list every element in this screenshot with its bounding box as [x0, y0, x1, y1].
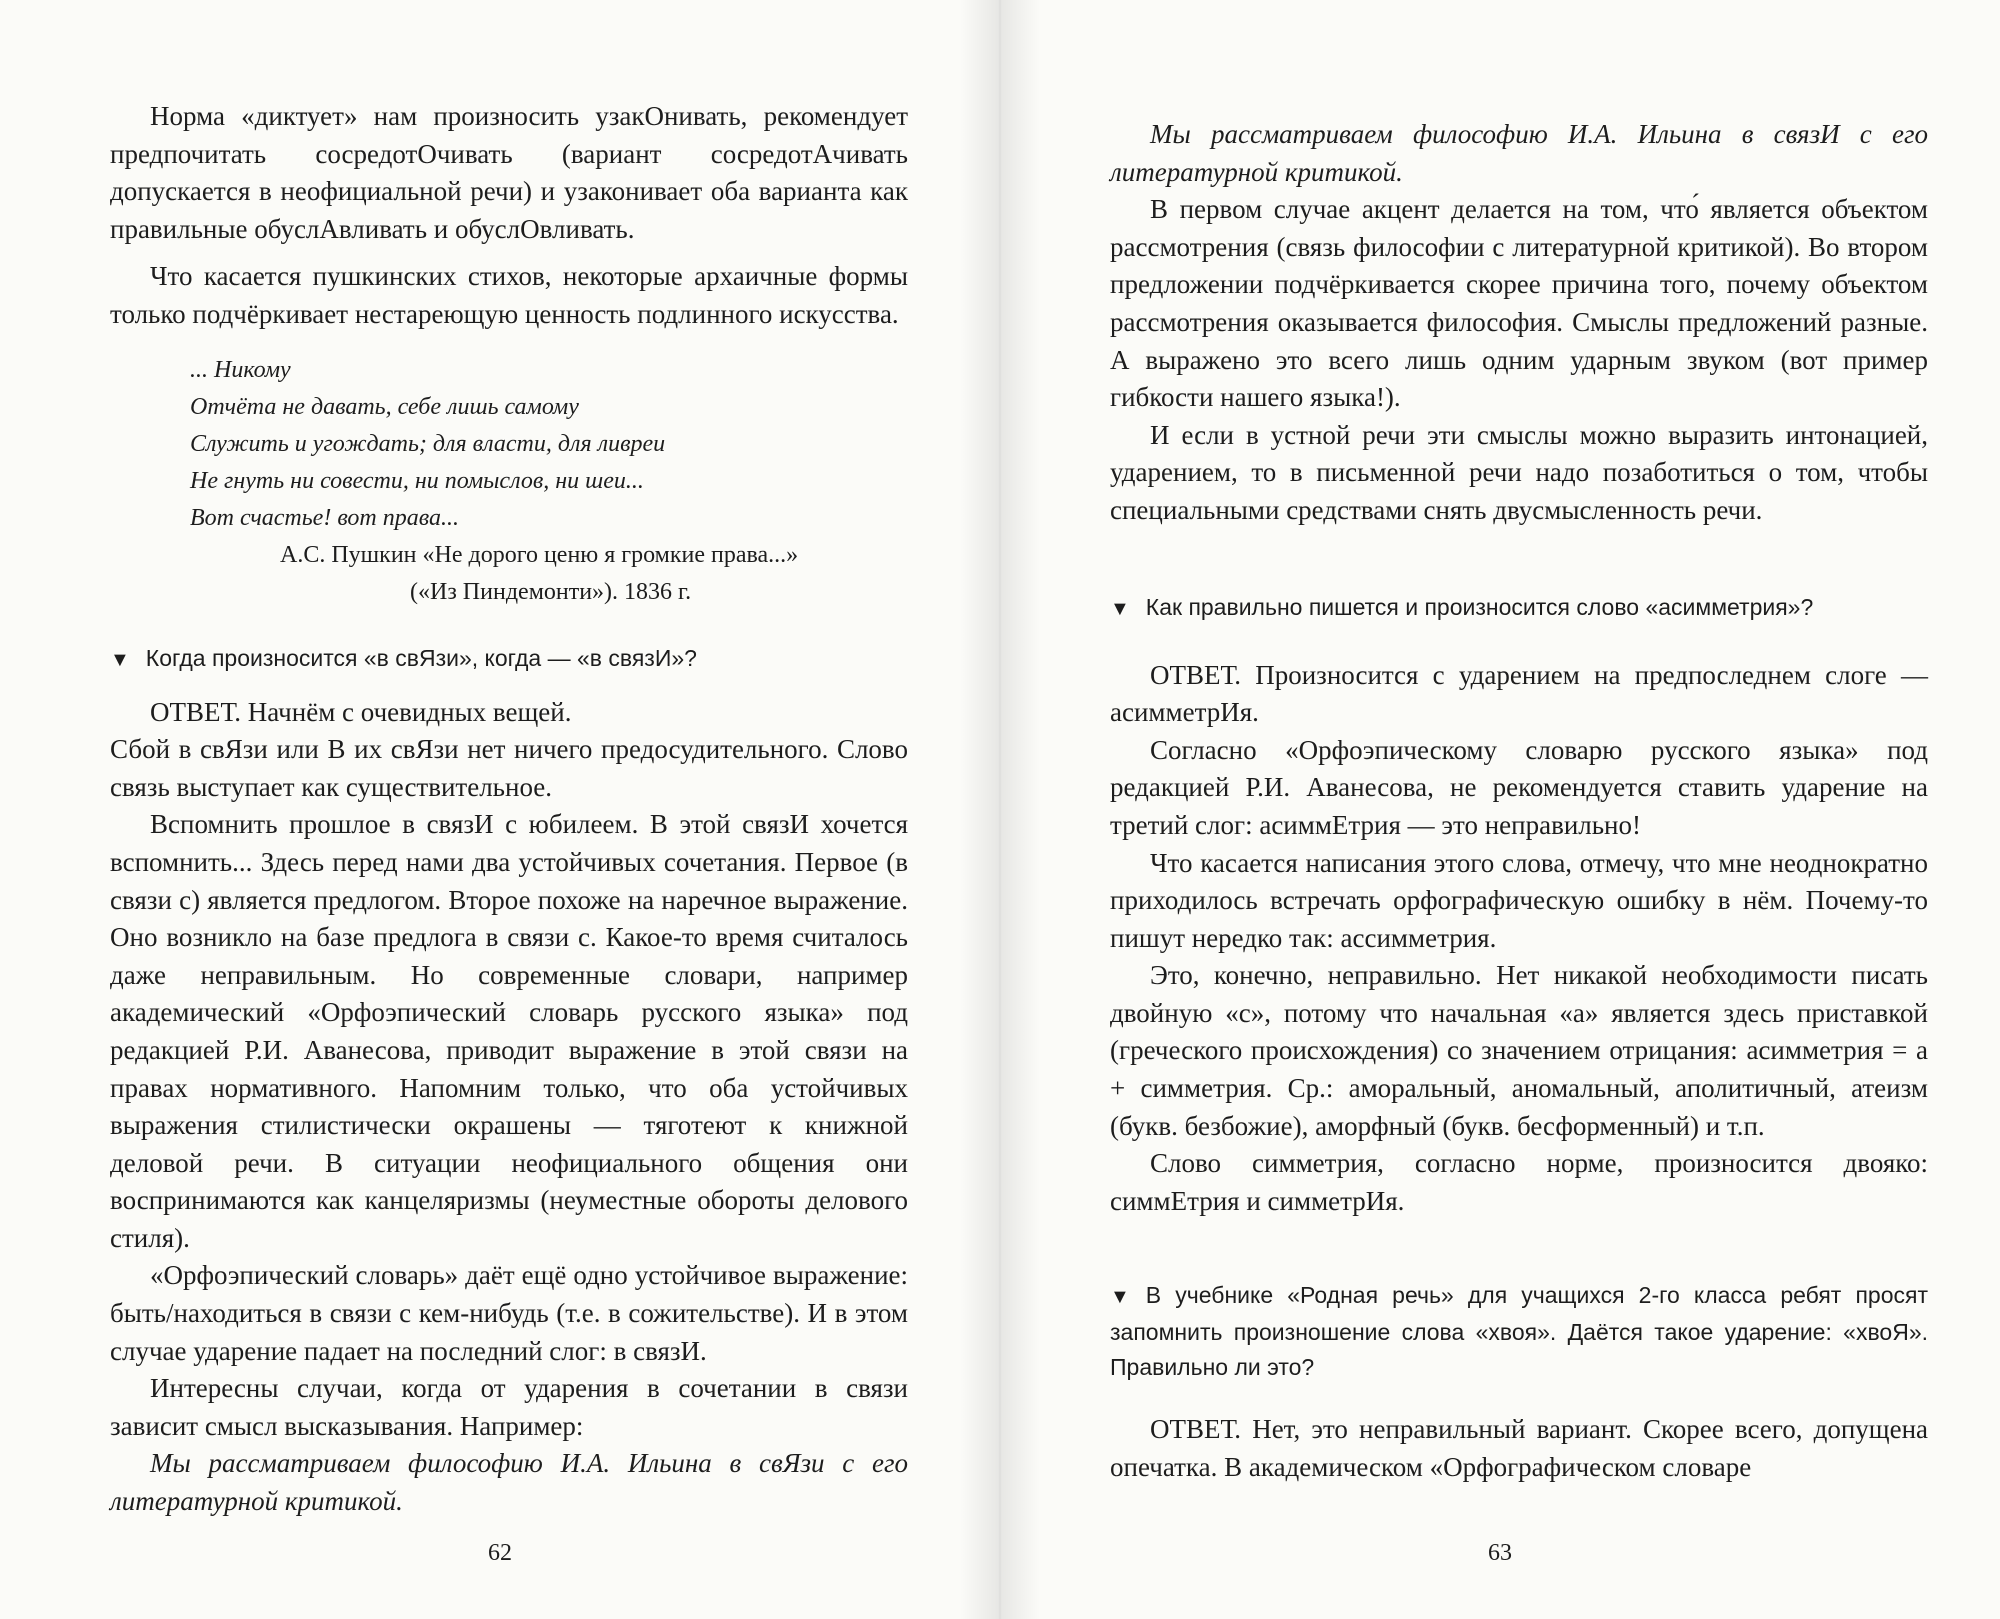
- page-number: 62: [488, 1540, 512, 1566]
- paragraph-continuation: И если в устной речи эти смыслы можно выразить интонацией, ударением, то в письменной речи надо позаботиться о том, чтобы специальными средствами снять двусмысленность речи.: [1110, 419, 1928, 525]
- poem-quote: [190, 352, 908, 537]
- answer-paragraph: ОТВЕТ. Произносится с ударением на предпоследнем слоге — асимметрИя.: [1110, 659, 1928, 728]
- question-heading: [1110, 590, 1928, 627]
- paragraph-intro-1: Норма «диктует» нам произносить узакОнивать, рекомендует предпочитать сосредотОчивать (вариант сосредотАчивать допускается в неофициальной речи) и узаконивает оба варианта как правильные обуслАвливать и обуслОвливать.: [110, 101, 908, 244]
- question-text: Когда произносится «в свЯзи», когда — «в связИ»?: [145, 644, 697, 671]
- question-heading: [1110, 1278, 1928, 1385]
- question-text: Как правильно пишется и произносится слово «асимметрия»?: [1145, 593, 1814, 620]
- book-gutter: [960, 0, 1040, 1619]
- question-text: В учебнике «Родная речь» для учащихся 2-го класса ребят просят запомнить произношение слова «хвоя». Даётся такое ударение: «хвоЯ». Правильно ли это?: [1110, 1282, 1928, 1381]
- poem-line: Не гнуть ни совести, ни помыслов, ни шеи...: [190, 467, 644, 494]
- triangle-down-icon: ▼: [1110, 597, 1130, 620]
- answer-paragraph: Что касается написания этого слова, отмечу, что мне неоднократно приходилось встречать орфографическую ошибку в нём. Почему-то пишут нередко так: ассимметрия.: [1110, 847, 1928, 953]
- triangle-down-icon: ▼: [1110, 1286, 1130, 1309]
- poem-line: Вот счастье! вот права...: [190, 504, 460, 531]
- paragraph-continuation: В первом случае акцент делается на том, что́ является объектом рассмотрения (связь философии с литературной критикой). Во втором предложении подчёркивается скорее причина того, почему объектом рассмотрения оказывается философия. Смыслы предложений разные. А выражено это всего лишь одним ударным звуком (вот пример гибкости нашего языка!).: [1110, 194, 1928, 413]
- poem-line: ... Никому: [190, 356, 291, 383]
- answer-paragraph: Слово симметрия, согласно норме, произносится двояко: симмЕтрия и симметрИя.: [1110, 1148, 1928, 1216]
- triangle-down-icon: ▼: [110, 648, 130, 671]
- question-heading: [110, 641, 908, 678]
- right-page: [1000, 0, 2000, 1619]
- answer-paragraph: Вспомнить прошлое в связИ с юбилеем. В этой связИ хочется вспомнить... Здесь перед нами два устойчивых сочетания. Первое (в связи с) является предлогом. Второе похоже на наречное выражение. Оно возникло на базе предлога в связи с. Какое-то время считалось даже неправильным. Но современные словари, например академический «Орфоэпический словарь русского языка» под редакцией Р.И. Аванесова, приводит выражение в этой связи на правах нормативного. Напомним только, что оба устойчивых выражения стилистически окрашены — тяготеют к книжной деловой речи. В ситуации неофициального общения они воспринимаются как канцеляризмы (неуместные обороты делового стиля).: [110, 809, 908, 1253]
- answer-paragraph: Это, конечно, неправильно. Нет никакой необходимости писать двойную «с», потому что начальная «а» является здесь приставкой (греческого происхождения) со значением отрицания: асимметрия = а + симметрия. Ср.: аморальный, аномальный, аполитичный, атеизм (букв. безбожие), аморфный (букв. бесформенный) и т.п.: [1110, 960, 1928, 1141]
- answer-paragraph: ОТВЕТ. Нет, это неправильный вариант. Скорее всего, допущена опечатка. В академическом «Орфографическом словаре: [1110, 1414, 1928, 1483]
- page-number: 63: [1488, 1540, 1512, 1566]
- paragraph-intro-2: Что касается пушкинских стихов, некоторые архаичные формы только подчёркивает нестареющую ценность подлинного искусства.: [110, 261, 908, 329]
- poem-line: Отчёта не давать, себе лишь самому: [190, 393, 579, 420]
- paragraph-continuation: Мы рассматриваем философию И.А. Ильина в связИ с его литературной критикой.: [1110, 119, 1928, 187]
- answer-paragraph: Интересны случаи, когда от ударения в сочетании в связи зависит смысл высказывания. Например:: [110, 1373, 908, 1441]
- poem-line: Служить и угождать; для власти, для ливреи: [190, 430, 666, 457]
- answer-paragraph: Мы рассматриваем философию И.А. Ильина в свЯзи с его литературной критикой.: [110, 1448, 908, 1517]
- poem-attribution: А.С. Пушкин «Не дорого ценю я громкие права...»: [280, 541, 799, 568]
- answer-paragraph: «Орфоэпический словарь» даёт ещё одно устойчивое выражение: быть/находиться в связи с кем-нибудь (т.е. в сожительстве). И в этом случае ударение падает на последний слог: в связИ.: [110, 1260, 908, 1366]
- poem-attribution-date: («Из Пиндемонти»). 1836 г.: [410, 578, 692, 605]
- answer-paragraph: ОТВЕТ. Начнём с очевидных вещей.: [150, 696, 572, 727]
- answer-paragraph: Согласно «Орфоэпическому словарю русского языка» под редакцией Р.И. Аванесова, не рекомендуется ставить ударение на третий слог: асиммЕтрия — это неправильно!: [1110, 734, 1928, 840]
- answer-paragraph: Сбой в свЯзи или В их свЯзи нет ничего предосудительного. Слово связь выступает как существительное.: [110, 734, 908, 802]
